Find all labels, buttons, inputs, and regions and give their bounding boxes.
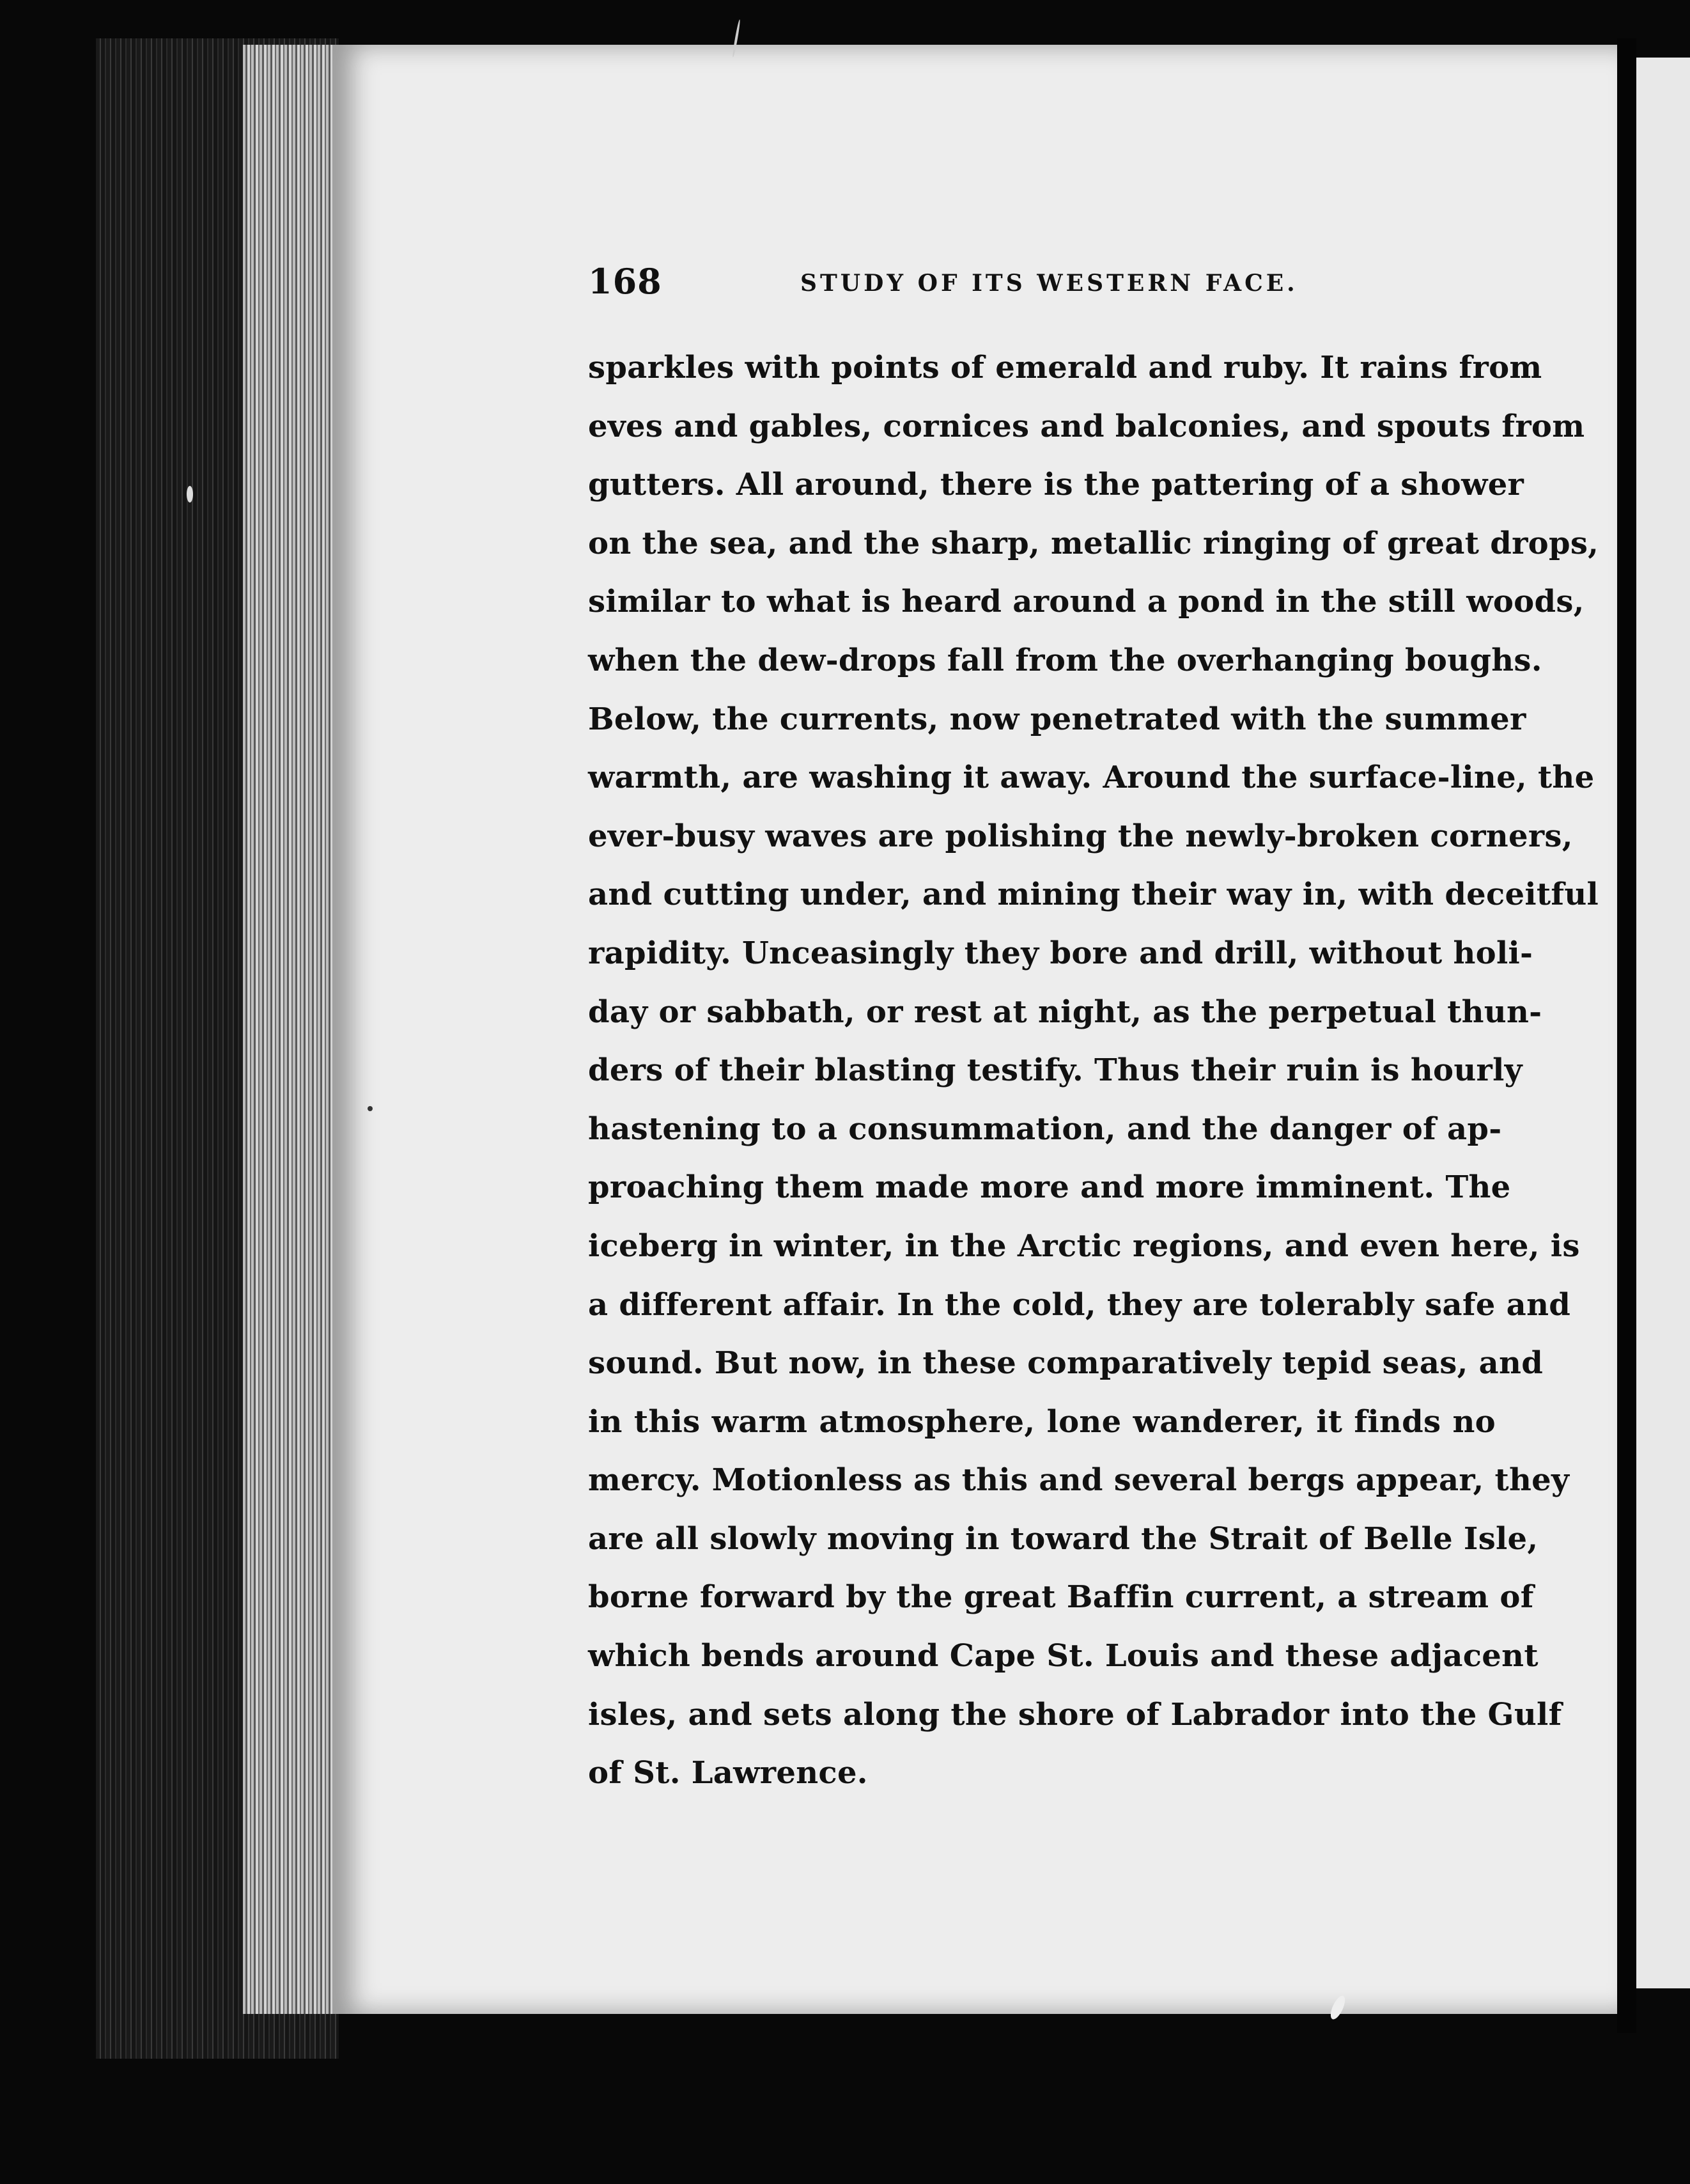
- text-line: similar to what is heard around a pond in the still woods,: [588, 584, 1585, 620]
- facing-page-edge: [1636, 58, 1690, 1988]
- text-line: gutters. All around, there is the pattering of a shower: [588, 467, 1524, 503]
- text-line: in this warm atmosphere, lone wanderer, it finds no: [588, 1403, 1496, 1440]
- text-line: ever-busy waves are polishing the newly-broken corners,: [588, 818, 1573, 854]
- page-number: 168: [588, 261, 662, 302]
- text-line: and cutting under, and mining their way in, with deceitful: [588, 877, 1599, 913]
- text-line: sound. But now, in these comparatively tepid seas, and: [588, 1345, 1544, 1382]
- scan-speck: [187, 486, 193, 503]
- text-line: ders of their blasting testify. Thus their ruin is hourly: [588, 1052, 1523, 1089]
- text-line: eves and gables, cornices and balconies, and spouts from: [588, 408, 1585, 444]
- text-line: when the dew-drops fall from the overhanging boughs.: [588, 642, 1542, 678]
- book-page-edges-light: [243, 45, 339, 2014]
- text-line: sparkles with points of emerald and ruby. It rains from: [588, 350, 1542, 386]
- text-line: Below, the currents, now penetrated with the summer: [588, 701, 1526, 737]
- text-line: isles, and sets along the shore of Labrador into the Gulf: [588, 1696, 1562, 1733]
- scan-speck: [368, 1106, 373, 1111]
- text-line: day or sabbath, or rest at night, as the perpetual thun-: [588, 994, 1542, 1030]
- running-title: STUDY OF ITS WESTERN FACE.: [800, 270, 1298, 297]
- text-line: rapidity. Unceasingly they bore and drill, without holi-: [588, 935, 1533, 971]
- text-line: hastening to a consummation, and the danger of ap-: [588, 1111, 1502, 1147]
- text-line: warmth, are washing it away. Around the surface-line, the: [588, 760, 1595, 796]
- text-line: on the sea, and the sharp, metallic ringing of great drops,: [588, 525, 1599, 561]
- text-line: of St. Lawrence.: [588, 1755, 868, 1791]
- text-line: which bends around Cape St. Louis and these adjacent: [588, 1638, 1539, 1674]
- text-line: proaching them made more and more imminent. The: [588, 1169, 1511, 1206]
- body-text: [588, 339, 1599, 1803]
- text-line: mercy. Motionless as this and several bergs appear, they: [588, 1462, 1570, 1499]
- text-line: iceberg in winter, in the Arctic regions, and even here, is: [588, 1228, 1580, 1264]
- book-gutter: [1617, 38, 1636, 2033]
- running-head: [588, 261, 1496, 306]
- text-line: are all slowly moving in toward the Strait of Belle Isle,: [588, 1520, 1539, 1557]
- text-line: borne forward by the great Baffin current, a stream of: [588, 1579, 1534, 1616]
- text-line: a different affair. In the cold, they are tolerably safe and: [588, 1286, 1571, 1323]
